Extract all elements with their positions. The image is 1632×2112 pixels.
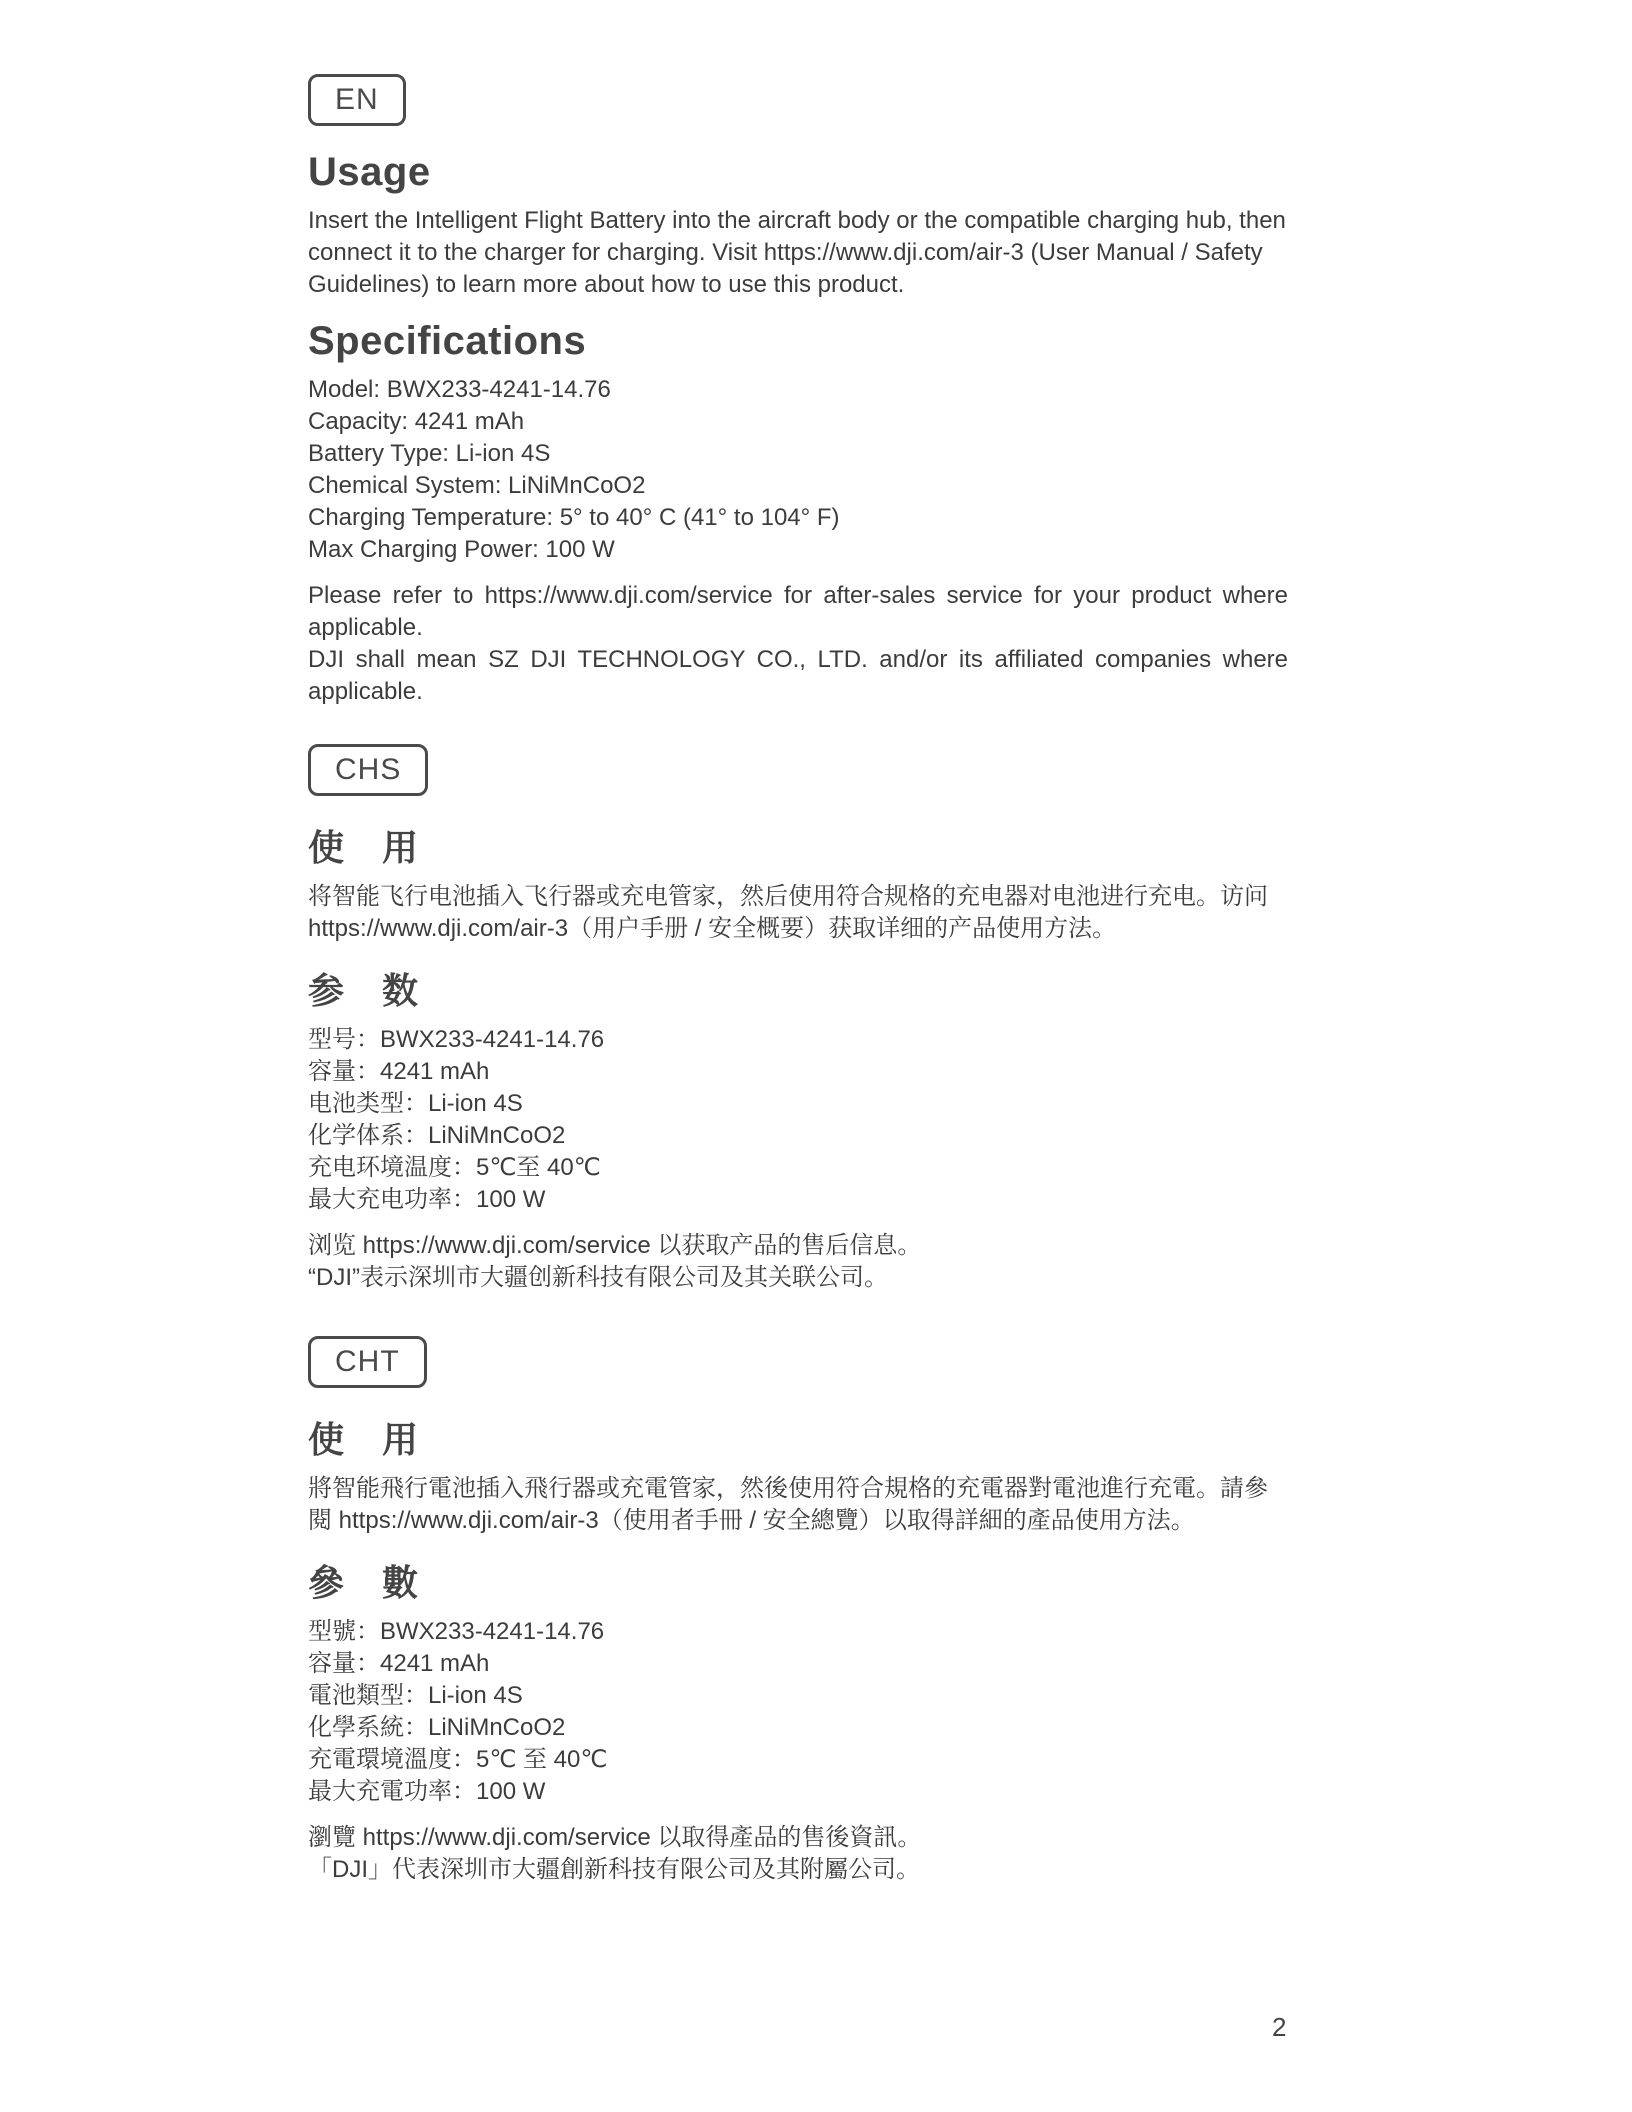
spec-item: Chemical System: LiNiMnCoO2 <box>308 472 646 499</box>
section-chs <box>308 744 1288 1294</box>
service-text-cht: 瀏覽 https://www.dji.com/service 以取得產品的售後資訊。 <box>308 1824 922 1851</box>
usage-heading-chs: 使 用 <box>308 827 433 868</box>
spec-item: Max Charging Power: 100 W <box>308 536 615 563</box>
spec-heading-cht: 參 數 <box>308 1562 433 1603</box>
spec-item: 型號：BWX233-4241-14.76 <box>308 1618 605 1645</box>
service-text-chs: 浏览 https://www.dji.com/service 以获取产品的售后信息。 <box>308 1232 922 1259</box>
spec-list-cht <box>308 1616 1288 1808</box>
spec-list-chs <box>308 1024 1288 1216</box>
lang-tag-cht: CHT <box>308 1336 427 1388</box>
dji-definition-cht: 「DJI」代表深圳市大疆創新科技有限公司及其附屬公司。 <box>308 1856 920 1883</box>
spec-item: 型号：BWX233-4241-14.76 <box>308 1026 605 1053</box>
spec-item: 最大充電功率：100 W <box>308 1778 546 1805</box>
usage-text-chs: 将智能飞行电池插入飞行器或充电管家，然后使用符合规格的充电器对电池进行充电。访问 https://www.dji.com/air-3（用户手册 / 安全概要）获取详细的产品使用方法。 <box>308 883 1268 942</box>
section-en <box>308 74 1288 708</box>
spec-heading-chs: 参 数 <box>308 970 433 1011</box>
spec-item: 容量：4241 mAh <box>308 1058 490 1085</box>
spec-item: 最大充电功率：100 W <box>308 1186 546 1213</box>
spec-item: Capacity: 4241 mAh <box>308 408 525 435</box>
spec-item: 充电环境温度：5℃至 40℃ <box>308 1154 601 1181</box>
section-cht <box>308 1336 1288 1886</box>
spec-item: Model: BWX233-4241-14.76 <box>308 376 611 403</box>
spec-item: 電池類型：Li-ion 4S <box>308 1682 523 1709</box>
service-text-en: Please refer to https://www.dji.com/service for after-sales service for your product where applicable. <box>308 582 1288 641</box>
usage-heading-cht: 使 用 <box>308 1419 433 1460</box>
dji-definition-chs: “DJI”表示深圳市大疆创新科技有限公司及其关联公司。 <box>308 1264 888 1291</box>
lang-tag-en: EN <box>308 74 406 126</box>
spec-item: Battery Type: Li-ion 4S <box>308 440 551 467</box>
spec-item: 化學系統：LiNiMnCoO2 <box>308 1714 566 1741</box>
usage-text-en: Insert the Intelligent Flight Battery into the aircraft body or the compatible charging hub, then connect it to the charger for charging. Visit https://www.dji.com/air-3 (User Manual / Safety Guidelines) to learn more about how to use this product. <box>308 207 1286 298</box>
spec-item: 化学体系：LiNiMnCoO2 <box>308 1122 566 1149</box>
dji-definition-en: DJI shall mean SZ DJI TECHNOLOGY CO., LTD. and/or its affiliated companies where applicable. <box>308 646 1288 705</box>
spec-heading-en: Specifications <box>308 319 587 363</box>
spec-item: 充電環境溫度：5℃ 至 40℃ <box>308 1746 608 1773</box>
lang-tag-chs: CHS <box>308 744 428 796</box>
spec-list-en <box>308 374 1288 566</box>
spec-item: Charging Temperature: 5° to 40° C (41° to 104° F) <box>308 504 840 531</box>
usage-heading-en: Usage <box>308 150 431 194</box>
page-number: 2 <box>1272 2012 1287 2042</box>
usage-text-cht: 將智能飛行電池插入飛行器或充電管家，然後使用符合規格的充電器對電池進行充電。請參閱 https://www.dji.com/air-3（使用者手冊 / 安全總覽）以取得詳細的產品使用方法。 <box>308 1475 1268 1534</box>
spec-item: 电池类型：Li-ion 4S <box>308 1090 523 1117</box>
spec-item: 容量：4241 mAh <box>308 1650 490 1677</box>
